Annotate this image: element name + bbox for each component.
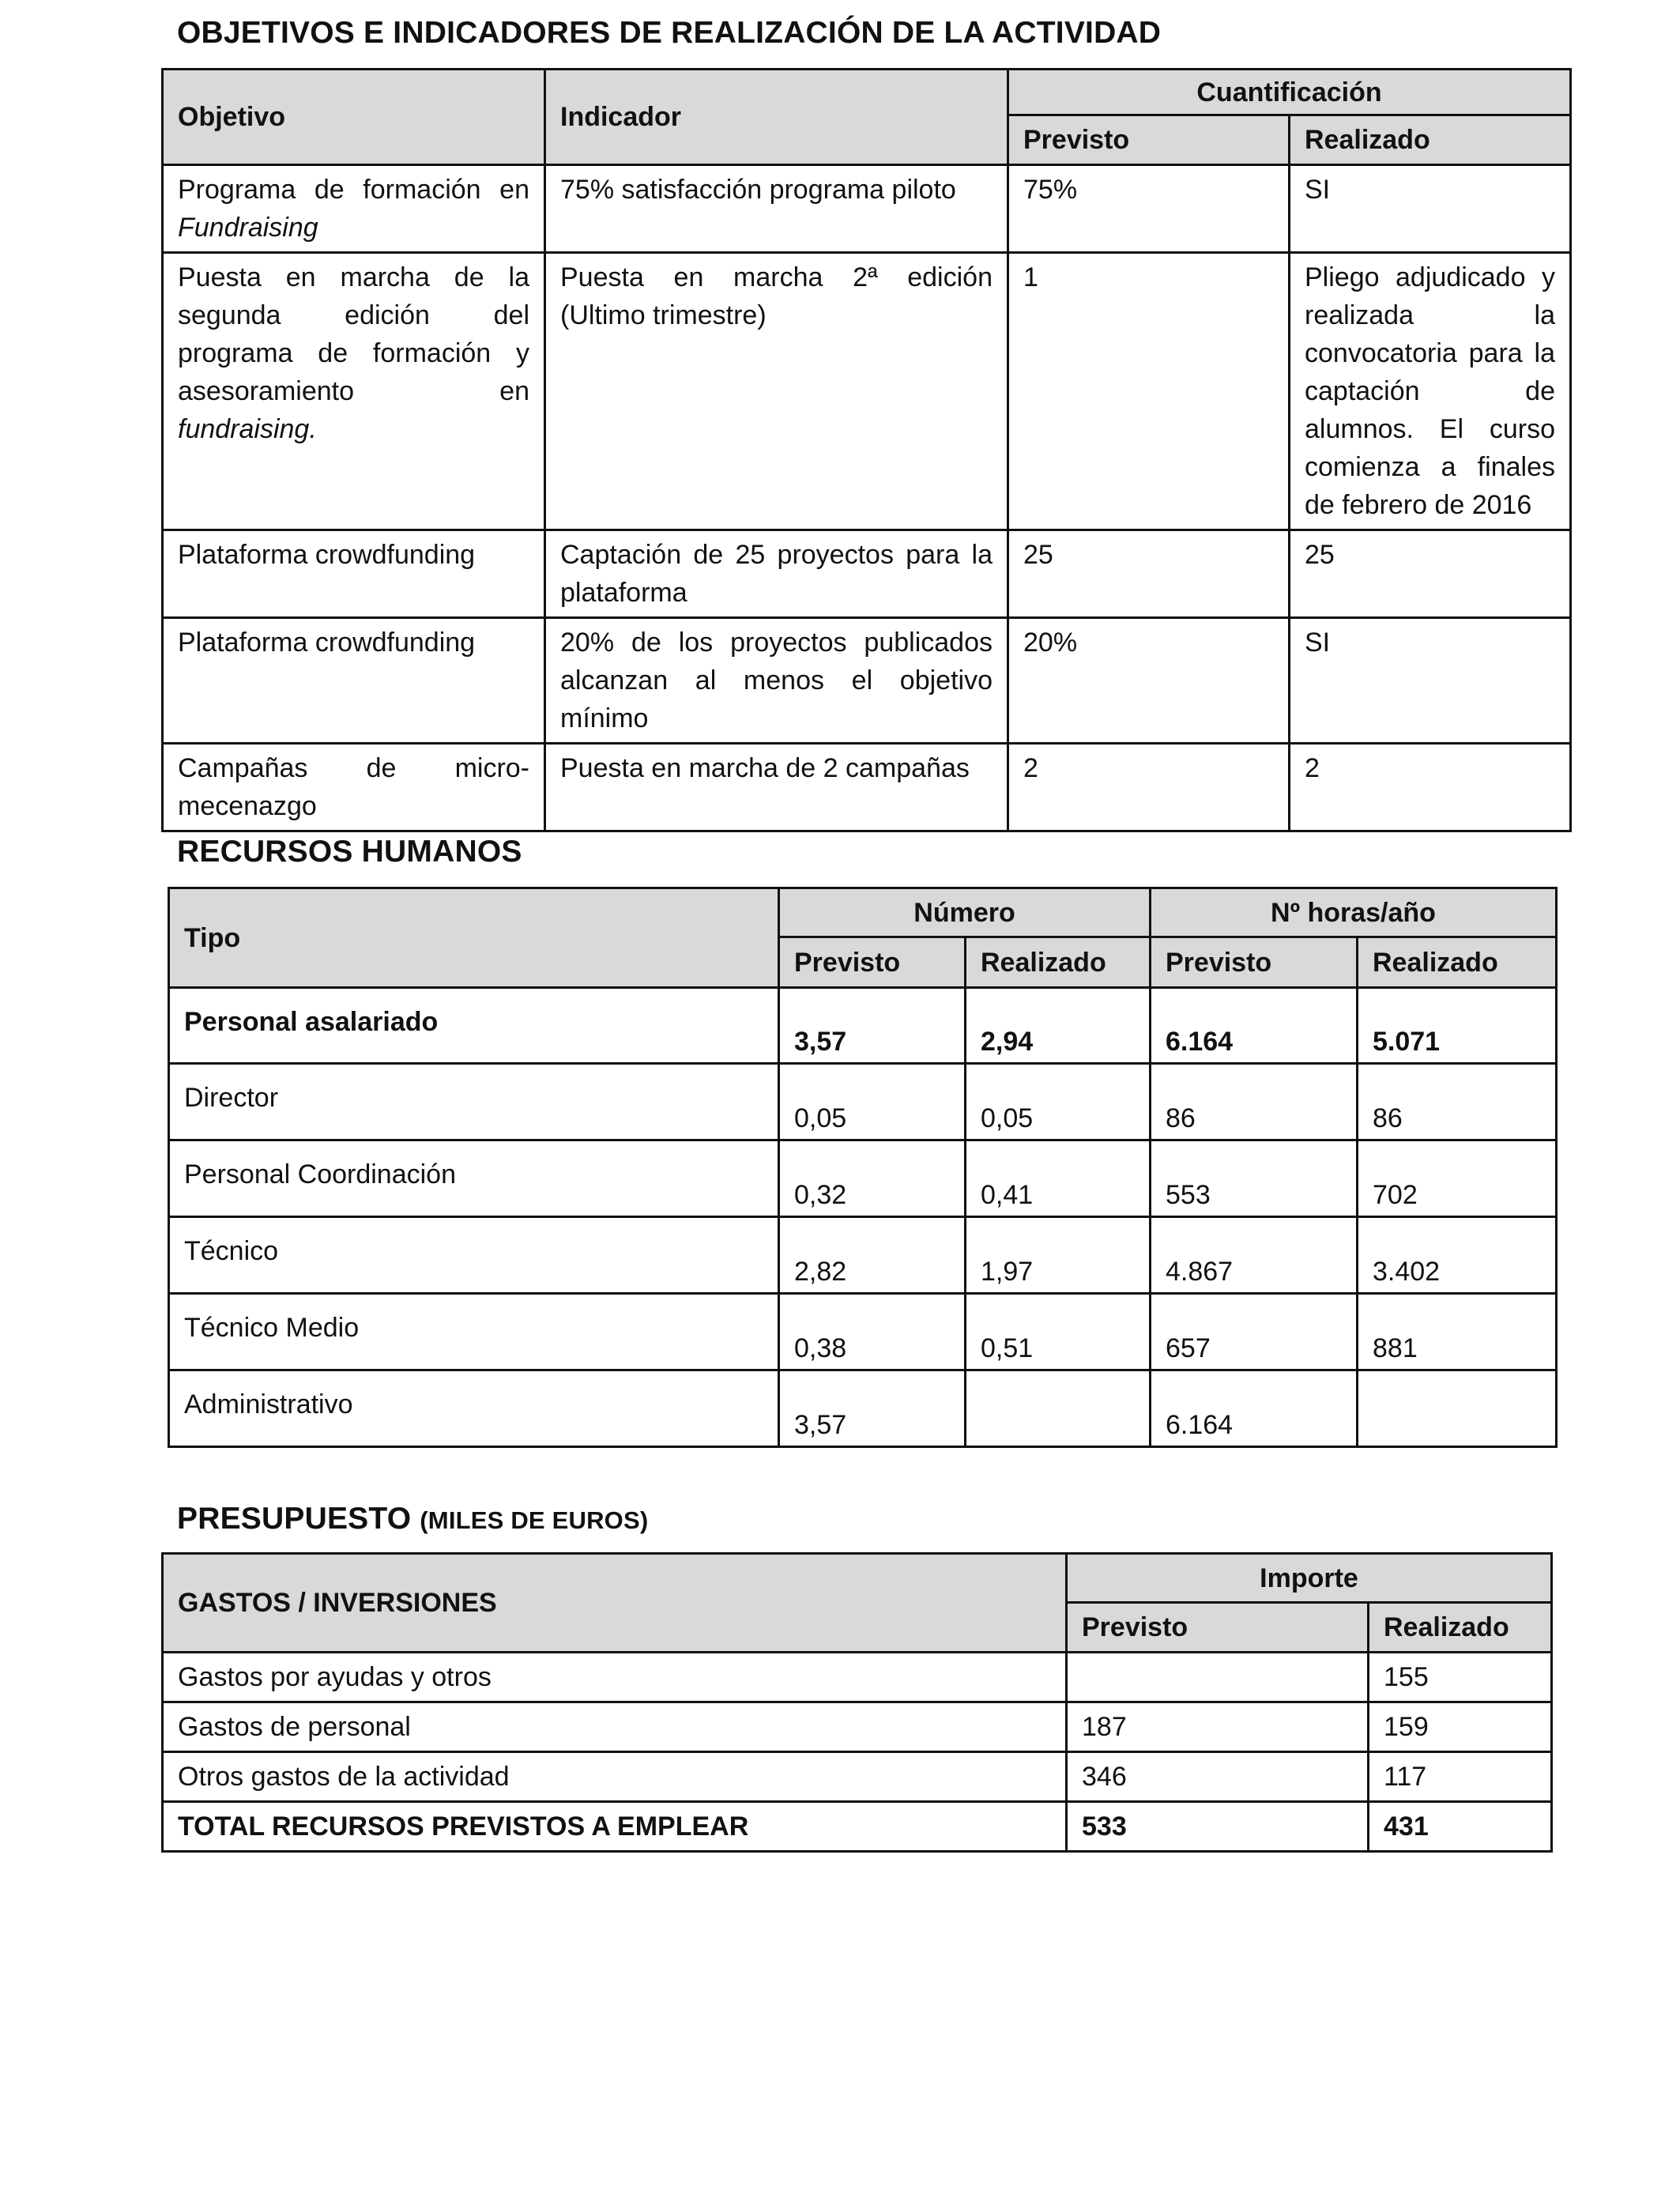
realizado-cell: SI (1290, 618, 1571, 744)
table-row (163, 1653, 1552, 1702)
section-title-suffix: (MILES DE EUROS) (420, 1506, 649, 1534)
horas-realizado-cell: 5.071 (1358, 988, 1557, 1064)
objetivo-cell: Plataforma crowdfunding (163, 530, 545, 618)
header-previsto: Previsto (1151, 937, 1358, 988)
table-row (169, 1370, 1557, 1447)
table-recursos-humanos (168, 887, 1558, 1448)
tipo-cell: Personal asalariado (169, 988, 779, 1064)
num-previsto-cell: 3,57 (779, 1370, 966, 1447)
num-realizado-cell: 0,05 (966, 1064, 1151, 1140)
table-row-total (163, 1802, 1552, 1852)
header-tipo: Tipo (169, 888, 779, 988)
concepto-cell: Gastos por ayudas y otros (163, 1653, 1067, 1702)
horas-realizado-cell: 702 (1358, 1140, 1557, 1217)
table-row (169, 1064, 1557, 1140)
realizado-cell: 117 (1369, 1752, 1552, 1802)
horas-previsto-cell: 4.867 (1151, 1217, 1358, 1294)
concepto-cell: Otros gastos de la actividad (163, 1752, 1067, 1802)
num-previsto-cell: 3,57 (779, 988, 966, 1064)
concepto-cell: Gastos de personal (163, 1702, 1067, 1752)
indicador-cell: Puesta en marcha de 2 campañas (545, 744, 1008, 831)
realizado-cell: 159 (1369, 1702, 1552, 1752)
previsto-cell: 25 (1008, 530, 1290, 618)
previsto-cell: 1 (1008, 253, 1290, 530)
tipo-cell: Director (169, 1064, 779, 1140)
table-row (169, 988, 1557, 1064)
header-realizado: Realizado (1369, 1603, 1552, 1653)
objetivo-cell: Campañas de micro-mecenazgo (163, 744, 545, 831)
table-row (163, 530, 1571, 618)
horas-previsto-cell: 86 (1151, 1064, 1358, 1140)
table-row (163, 618, 1571, 744)
previsto-cell: 75% (1008, 165, 1290, 253)
realizado-cell: 2 (1290, 744, 1571, 831)
header-realizado: Realizado (1290, 115, 1571, 165)
header-previsto: Previsto (779, 937, 966, 988)
num-previsto-cell: 0,32 (779, 1140, 966, 1217)
table-presupuesto (161, 1552, 1553, 1853)
objetivo-cell: Plataforma crowdfunding (163, 618, 545, 744)
horas-previsto-cell: 6.164 (1151, 1370, 1358, 1447)
previsto-cell: 2 (1008, 744, 1290, 831)
table-row (163, 1752, 1552, 1802)
horas-previsto-cell: 657 (1151, 1294, 1358, 1370)
table-row (163, 1702, 1552, 1752)
num-realizado-cell: 0,41 (966, 1140, 1151, 1217)
objetivo-cell: Puesta en marcha de la segunda edición del programa de formación y asesoramiento en fundraising. (163, 253, 545, 530)
table-row (163, 165, 1571, 253)
previsto-cell (1067, 1653, 1369, 1702)
realizado-cell: Pliego adjudicado y realizada la convocatoria para la captación de alumnos. El curso comienza a finales de febrero de 2016 (1290, 253, 1571, 530)
section-title-objetivos: OBJETIVOS E INDICADORES DE REALIZACIÓN DE LA ACTIVIDAD (177, 16, 1162, 50)
section-title-presupuesto: PRESUPUESTO (MILES DE EUROS) (177, 1502, 649, 1536)
num-realizado-cell: 0,51 (966, 1294, 1151, 1370)
header-realizado: Realizado (966, 937, 1151, 988)
table-row (169, 1140, 1557, 1217)
previsto-cell: 346 (1067, 1752, 1369, 1802)
realizado-cell: SI (1290, 165, 1571, 253)
realizado-cell: 155 (1369, 1653, 1552, 1702)
horas-previsto-cell: 6.164 (1151, 988, 1358, 1064)
table-objetivos (161, 68, 1572, 832)
total-concepto-cell: TOTAL RECURSOS PREVISTOS A EMPLEAR (163, 1802, 1067, 1852)
header-previsto: Previsto (1067, 1603, 1369, 1653)
indicador-cell: Puesta en marcha 2ª edición (Ultimo trimestre) (545, 253, 1008, 530)
total-realizado-cell: 431 (1369, 1802, 1552, 1852)
horas-realizado-cell: 881 (1358, 1294, 1557, 1370)
previsto-cell: 187 (1067, 1702, 1369, 1752)
table-row (163, 253, 1571, 530)
num-realizado-cell: 2,94 (966, 988, 1151, 1064)
previsto-cell: 20% (1008, 618, 1290, 744)
realizado-cell: 25 (1290, 530, 1571, 618)
indicador-cell: 75% satisfacción programa piloto (545, 165, 1008, 253)
tipo-cell: Administrativo (169, 1370, 779, 1447)
indicador-cell: 20% de los proyectos publicados alcanzan al menos el objetivo mínimo (545, 618, 1008, 744)
table-row (169, 1217, 1557, 1294)
num-previsto-cell: 0,05 (779, 1064, 966, 1140)
num-previsto-cell: 2,82 (779, 1217, 966, 1294)
table-row (163, 744, 1571, 831)
num-realizado-cell: 1,97 (966, 1217, 1151, 1294)
tipo-cell: Técnico (169, 1217, 779, 1294)
horas-realizado-cell: 86 (1358, 1064, 1557, 1140)
header-indicador: Indicador (545, 70, 1008, 165)
header-previsto: Previsto (1008, 115, 1290, 165)
horas-previsto-cell: 553 (1151, 1140, 1358, 1217)
header-realizado: Realizado (1358, 937, 1557, 988)
indicador-cell: Captación de 25 proyectos para la plataforma (545, 530, 1008, 618)
section-title-recursos-humanos: RECURSOS HUMANOS (177, 835, 522, 869)
num-realizado-cell (966, 1370, 1151, 1447)
total-previsto-cell: 533 (1067, 1802, 1369, 1852)
header-horas: Nº horas/año (1151, 888, 1557, 937)
objetivo-cell: Programa de formación en Fundraising (163, 165, 545, 253)
header-objetivo: Objetivo (163, 70, 545, 165)
header-gastos: GASTOS / INVERSIONES (163, 1554, 1067, 1653)
tipo-cell: Técnico Medio (169, 1294, 779, 1370)
num-previsto-cell: 0,38 (779, 1294, 966, 1370)
tipo-cell: Personal Coordinación (169, 1140, 779, 1217)
table-row (169, 1294, 1557, 1370)
horas-realizado-cell (1358, 1370, 1557, 1447)
header-importe: Importe (1067, 1554, 1552, 1603)
horas-realizado-cell: 3.402 (1358, 1217, 1557, 1294)
header-cuantificacion: Cuantificación (1008, 70, 1571, 115)
header-numero: Número (779, 888, 1151, 937)
